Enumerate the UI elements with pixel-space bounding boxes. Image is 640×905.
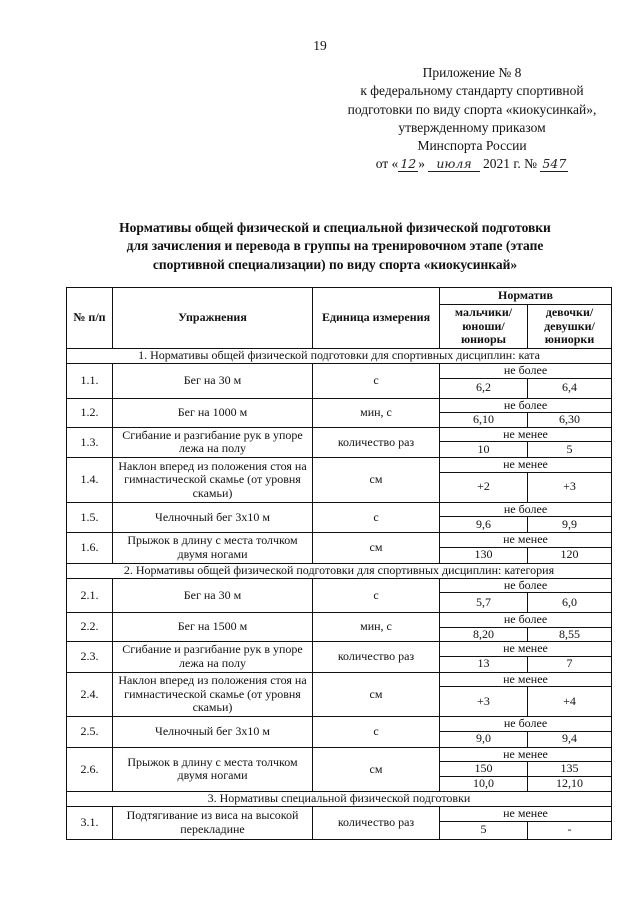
order-date-line	[322, 155, 622, 173]
value-boys: 10	[440, 442, 528, 458]
table-row	[67, 807, 612, 822]
unit-cell: с	[313, 578, 440, 613]
value-girls: 9,9	[528, 517, 612, 533]
header-exercise: Упражнения	[113, 288, 313, 349]
value-boys: 9,0	[440, 731, 528, 747]
section-title: 3. Нормативы специальной физической подготовки	[67, 792, 612, 807]
value-girls: 6,30	[528, 413, 612, 428]
date-year: 2021 г. №	[483, 156, 538, 172]
row-number: 2.4.	[67, 672, 113, 717]
value-girls: +4	[528, 687, 612, 717]
header-unit: Единица измерения	[313, 288, 440, 349]
unit-cell: см	[313, 458, 440, 503]
value-boys: +3	[440, 687, 528, 717]
title-line: спортивной специализации) по виду спорта «киокусинкай»	[152, 256, 518, 272]
value-girls: 135	[528, 762, 612, 777]
norm-condition: не более	[440, 364, 612, 379]
row-number: 1.2.	[67, 398, 113, 427]
row-number: 2.1.	[67, 578, 113, 613]
document-title	[70, 219, 600, 274]
norm-condition: не более	[440, 578, 612, 593]
appendix-line: утвержденному приказом	[398, 119, 546, 135]
date-prefix: от «	[375, 156, 399, 172]
unit-cell: см	[313, 533, 440, 564]
appendix-title: Приложение № 8	[422, 65, 522, 80]
title-line: Нормативы общей физической и специальной физической подготовки	[119, 220, 551, 235]
value-girls: +3	[528, 472, 612, 502]
value-boys: 8,20	[440, 627, 528, 642]
row-number: 1.6.	[67, 533, 113, 564]
row-number: 3.1.	[67, 807, 113, 840]
unit-cell: с	[313, 502, 440, 533]
page-number: 19	[313, 38, 327, 53]
table-row	[67, 533, 612, 548]
row-number: 2.2.	[67, 613, 113, 642]
header-boys: мальчики/ юноши/ юниоры	[440, 305, 528, 349]
appendix-line: подготовки по виду спорта «киокусинкай»,	[347, 101, 597, 117]
norm-condition: не более	[440, 613, 612, 628]
table-row	[67, 398, 612, 413]
exercise-name: Сгибание и разгибание рук в упоре лежа на полу	[113, 642, 313, 673]
table-row	[67, 364, 612, 379]
row-number: 2.3.	[67, 642, 113, 673]
norm-condition: не более	[440, 502, 612, 517]
norm-condition: не более	[440, 398, 612, 413]
table-row	[67, 458, 612, 473]
row-number: 1.5.	[67, 502, 113, 533]
norm-condition: не менее	[440, 533, 612, 548]
unit-cell: количество раз	[313, 427, 440, 458]
table-row	[67, 578, 612, 593]
title-line: для зачисления и перевода в группы на тренировочном этапе (этапе	[126, 238, 544, 254]
value-boys: 150	[440, 762, 528, 777]
unit-cell: см	[313, 747, 440, 792]
value-girls: 5	[528, 442, 612, 458]
norm-condition: не менее	[440, 747, 612, 762]
row-number: 1.4.	[67, 458, 113, 503]
exercise-name: Прыжок в длину с места толчком двумя ногами	[113, 533, 313, 564]
handwritten-order-number: 547	[542, 156, 567, 172]
exercise-name: Сгибание и разгибание рук в упоре лежа на полу	[113, 427, 313, 458]
norm-condition: не менее	[440, 672, 612, 687]
exercise-name: Подтягивание из виса на высокой перекладине	[113, 807, 313, 840]
value-boys: 6,2	[440, 378, 528, 398]
value-boys: 10,0	[440, 777, 528, 792]
handwritten-month: июля	[428, 157, 479, 172]
value-boys: 5,7	[440, 593, 528, 613]
table-row	[67, 747, 612, 762]
value-girls: 12,10	[528, 777, 612, 792]
norm-condition: не менее	[440, 427, 612, 442]
handwritten-day: 12	[400, 156, 417, 172]
exercise-name: Бег на 30 м	[113, 364, 313, 399]
unit-cell: с	[313, 364, 440, 399]
value-boys: 9,6	[440, 517, 528, 533]
row-number: 1.1.	[67, 364, 113, 399]
norm-condition: не более	[440, 717, 612, 732]
exercise-name: Челночный бег 3х10 м	[113, 717, 313, 748]
table-row	[67, 717, 612, 732]
header-norm: Норматив	[440, 288, 612, 305]
section-title: 1. Нормативы общей физической подготовки для спортивных дисциплин: ката	[67, 349, 612, 364]
value-girls: 6,4	[528, 378, 612, 398]
norm-condition: не менее	[440, 807, 612, 822]
section-row	[67, 349, 612, 364]
exercise-name: Наклон вперед из положения стоя на гимнастической скамье (от уровня скамьи)	[113, 672, 313, 717]
value-boys: 6,10	[440, 413, 528, 428]
unit-cell: мин, с	[313, 398, 440, 427]
table-row	[67, 613, 612, 628]
value-girls: 6,0	[528, 593, 612, 613]
unit-cell: количество раз	[313, 807, 440, 840]
unit-cell: см	[313, 672, 440, 717]
value-boys: 5	[440, 821, 528, 839]
exercise-name: Челночный бег 3х10 м	[113, 502, 313, 533]
row-number: 2.5.	[67, 717, 113, 748]
row-number: 1.3.	[67, 427, 113, 458]
exercise-name: Бег на 30 м	[113, 578, 313, 613]
table-row	[67, 427, 612, 442]
date-mid: »	[418, 156, 425, 172]
header-girls: девочки/ девушки/ юниорки	[528, 305, 612, 349]
appendix-line: Минспорта России	[417, 138, 527, 154]
value-girls: 8,55	[528, 627, 612, 642]
header-num: № п/п	[67, 288, 113, 349]
norm-condition: не менее	[440, 642, 612, 657]
exercise-name: Бег на 1000 м	[113, 398, 313, 427]
table-row	[67, 642, 612, 657]
value-girls: 7	[528, 656, 612, 672]
unit-cell: количество раз	[313, 642, 440, 673]
exercise-name: Наклон вперед из положения стоя на гимнастической скамье (от уровня скамьи)	[113, 458, 313, 503]
table-body	[67, 349, 612, 840]
exercise-name: Прыжок в длину с места толчком двумя ногами	[113, 747, 313, 792]
unit-cell: с	[313, 717, 440, 748]
section-title: 2. Нормативы общей физической подготовки для спортивных дисциплин: категория	[67, 563, 612, 578]
value-boys: 130	[440, 547, 528, 563]
value-boys: +2	[440, 472, 528, 502]
value-girls: 9,4	[528, 731, 612, 747]
value-girls: -	[528, 821, 612, 839]
norms-table	[66, 287, 612, 840]
section-row	[67, 563, 612, 578]
table-row	[67, 672, 612, 687]
section-row	[67, 792, 612, 807]
appendix-line: к федеральному стандарту спортивной	[360, 83, 584, 99]
value-boys: 13	[440, 656, 528, 672]
value-girls: 120	[528, 547, 612, 563]
unit-cell: мин, с	[313, 613, 440, 642]
exercise-name: Бег на 1500 м	[113, 613, 313, 642]
table-row	[67, 502, 612, 517]
row-number: 2.6.	[67, 747, 113, 792]
norm-condition: не менее	[440, 458, 612, 473]
appendix-header	[322, 64, 622, 174]
